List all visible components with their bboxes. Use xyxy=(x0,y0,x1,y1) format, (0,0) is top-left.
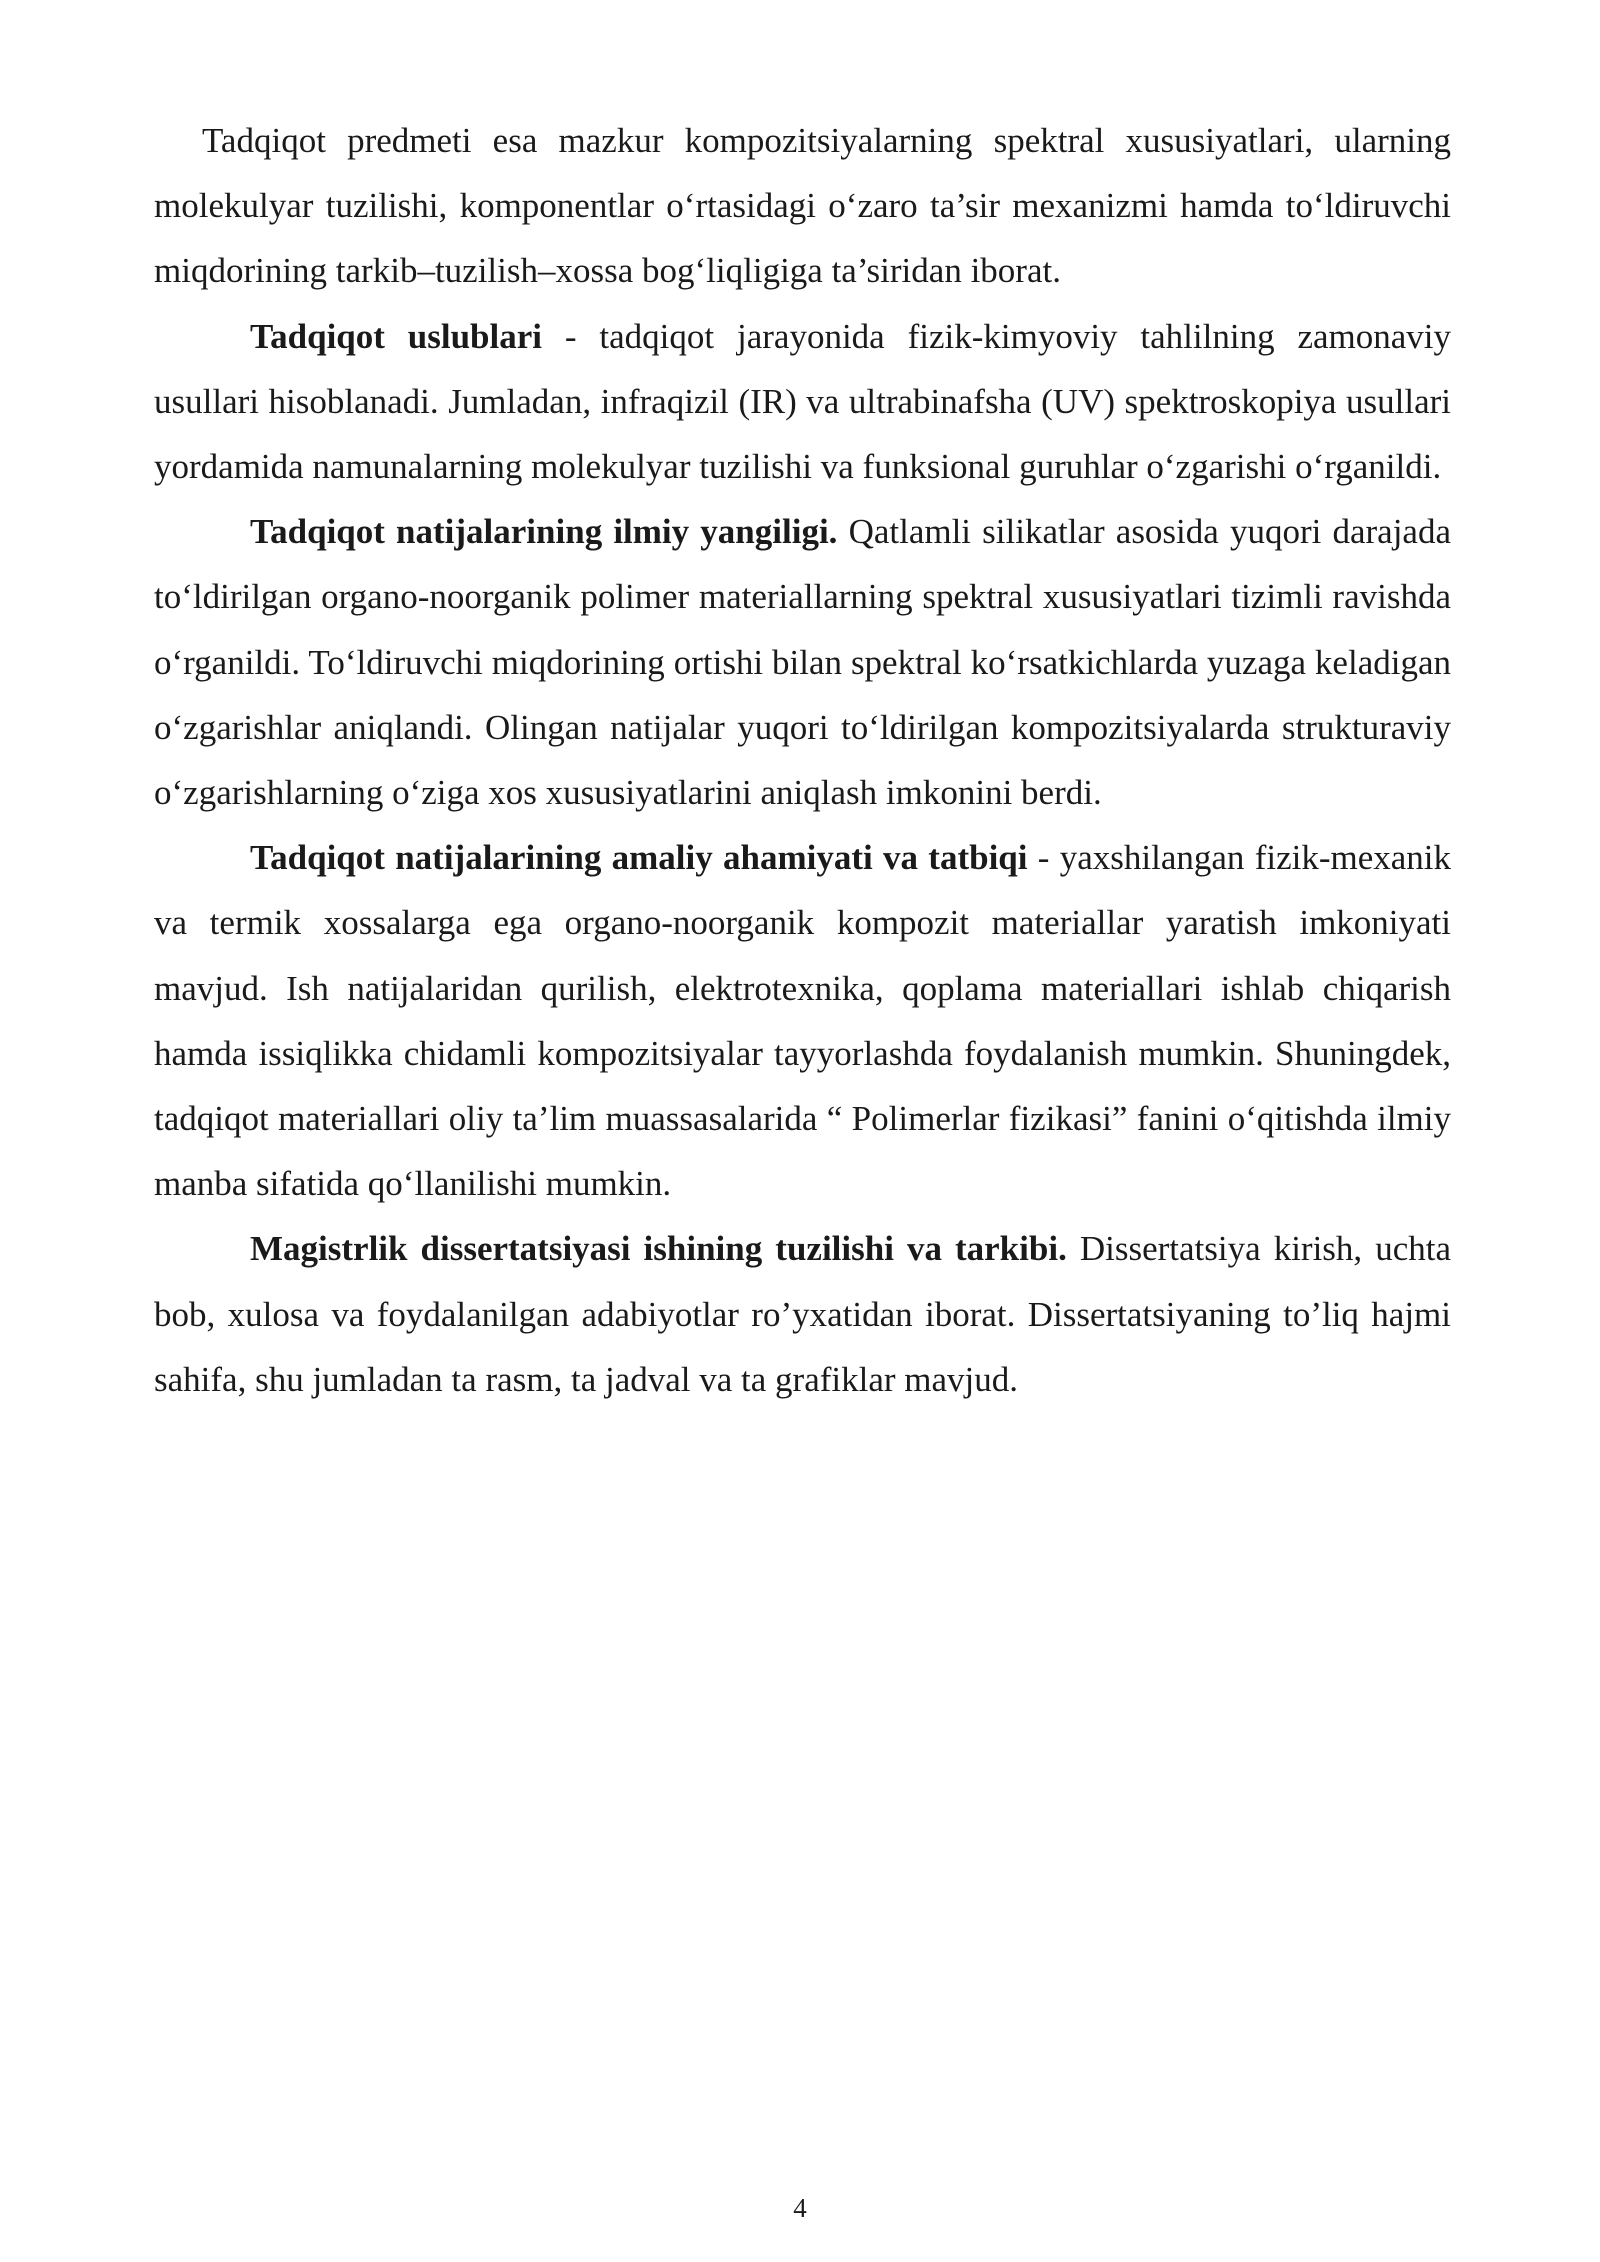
paragraph-text: Dissertatsiya kirish, uchta bob, xulosa va foydalanilgan adabiyotlar ro’yxatidan iborat. Dissertatsiyaning to’liq hajmi sahifa, shu jumladan ta rasm, ta jadval va ta grafiklar mavjud. xyxy=(154,1229,1452,1399)
paragraph-heading: Magistrlik dissertatsiyasi ishining tuzilishi va tarkibi. xyxy=(250,1229,1067,1269)
paragraph-text: Tadqiqot predmeti esa mazkur kompozitsiyalarning spektral xususiyatlari, ularning molekulyar tuzilishi, komponentlar o‘rtasidagi o‘zaro ta’sir mexanizmi hamda to‘ldiruvchi miqdorining tarkib–tuzilish–xossa bog‘liqligiga ta’siridan iborat. xyxy=(154,121,1451,291)
paragraph-scientific-novelty xyxy=(154,499,1451,825)
page-number: 4 xyxy=(793,2193,807,2223)
paragraph-research-methods xyxy=(154,304,1451,500)
paragraph-heading: Tadqiqot natijalarining ilmiy yangiligi. xyxy=(250,512,838,552)
paragraph-dissertation-structure xyxy=(154,1216,1451,1412)
paragraph-heading: Tadqiqot natijalarining amaliy ahamiyati va tatbiqi xyxy=(250,838,1028,878)
document-body xyxy=(154,108,1451,1412)
paragraph-research-subject xyxy=(154,108,1451,304)
paragraph-practical-significance xyxy=(154,825,1451,1216)
paragraph-heading: Tadqiqot uslublari xyxy=(250,316,543,356)
paragraph-text: Qatlamli silikatlar asosida yuqori darajada to‘ldirilgan organo-noorganik polimer materiallarning spektral xususiyatlari tizimli ravishda o‘rganildi. To‘ldiruvchi miqdorining ortishi bilan spektral ko‘rsatkichlarda yuzaga keladigan o‘zgarishlar aniqlandi. Olingan natijalar yuqori to‘ldirilgan kompozitsiyalarda strukturaviy o‘zgarishlarning o‘ziga xos xususiyatlarini aniqlash imkonini berdi. xyxy=(154,512,1451,813)
paragraph-text: - yaxshilangan fizik-mexanik va termik xossalarga ega organo-noorganik kompozit materiallar yaratish imkoniyati mavjud. Ish natijalaridan qurilish, elektrotexnika, qoplama materiallari ishlab chiqarish hamda issiqlikka chidamli kompozitsiyalar tayyorlashda foydalanish mumkin. Shuningdek, tadqiqot materiallari oliy ta’lim muassasalarida “ Polimerlar fizikasi” fanini o‘qitishda ilmiy manba sifatida qo‘llanilishi mumkin. xyxy=(154,838,1452,1204)
paragraph-text: - tadqiqot jarayonida fizik-kimyoviy tahlilning zamonaviy usullari hisoblanadi. Jumladan, infraqizil (IR) va ultrabinafsha (UV) spektroskopiya usullari yordamida namunalarning molekulyar tuzilishi va funksional guruhlar o‘zgarishi o‘rganildi. xyxy=(154,316,1451,487)
